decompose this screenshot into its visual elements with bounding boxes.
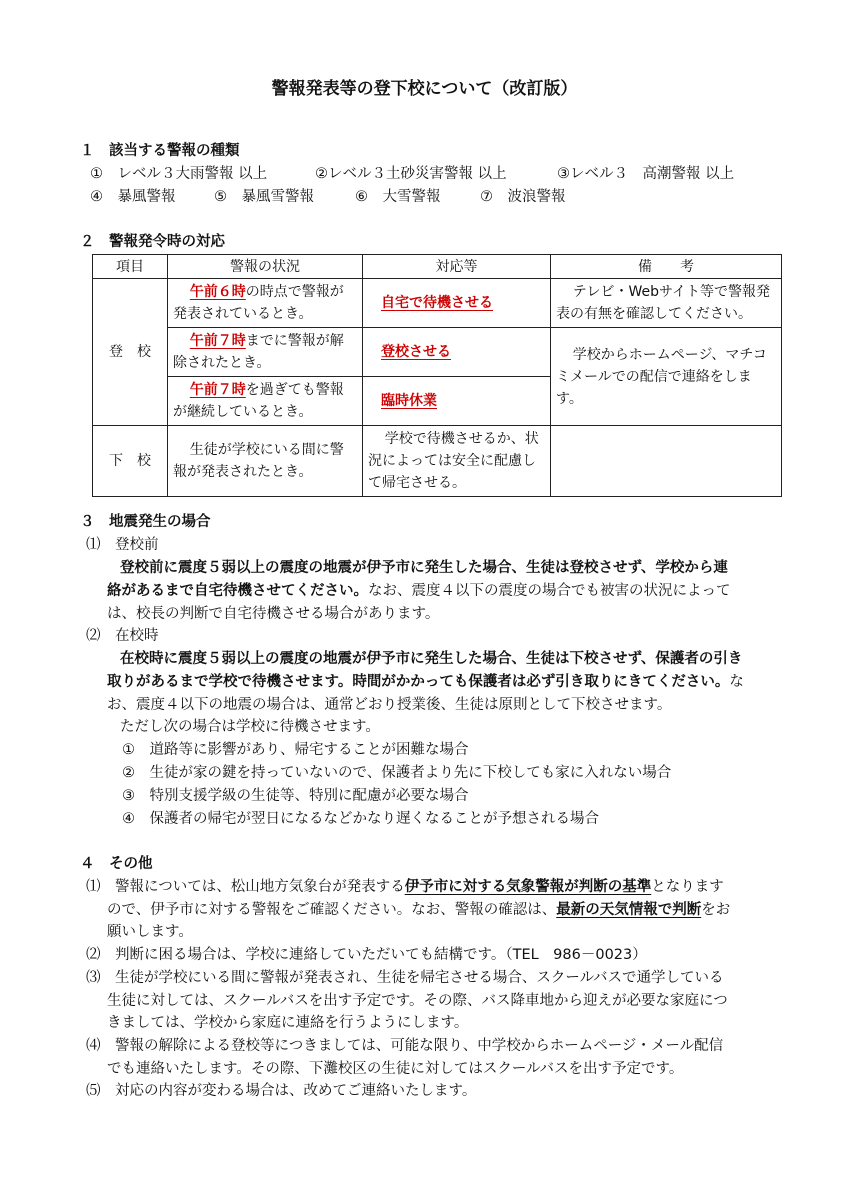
- paragraph-line: 願いします。: [107, 924, 193, 940]
- warning-item: ④ 暴風警報: [90, 189, 176, 205]
- paragraph-line: 絡があるまで自宅待機させてください。なお、震度４以下の震度の場合でも被害の状況によって: [107, 583, 731, 599]
- paragraph-line: ので、伊予市に対する警報をご確認ください。なお、警報の確認は、最新の天気情報で判断をお: [107, 902, 731, 918]
- paragraph-line: 登校前に震度５弱以上の震度の地震が伊予市に発生した場合、生徒は登校させず、学校から連: [120, 560, 728, 576]
- situation-text: までに警報が解除されたとき。: [173, 333, 344, 371]
- time-label: 午前６時: [189, 284, 246, 300]
- paragraph-line: でも連絡いたします。その際、下灘校区の生徒に対してはスクールバスを出す予定です。: [107, 1061, 684, 1077]
- list-item: ② 生徒が家の鍵を持っていないので、保護者より先に下校しても家に入れない場合: [122, 765, 672, 781]
- action-label: 登校させる: [381, 344, 451, 360]
- list-item: ④ 保護者の帰宅が翌日になるなどかなり遅くなることが予想される場合: [122, 811, 599, 827]
- paragraph-line: ⑵ 判断に困る場合は、学校に連絡していただいても結構です。（TEL 986－0023）: [86, 947, 647, 963]
- table-cell-note: [551, 426, 782, 497]
- situation-text: の時点で警報が発表されているとき。: [173, 284, 344, 322]
- paragraph-line: 取りがあるまで学校で待機させます。時間がかかっても保護者は必ず引き取りにきてください。な: [107, 674, 744, 690]
- warning-item: ① レベル３大雨警報 以上: [90, 166, 268, 182]
- warning-item: ⑥ 大雪警報: [355, 189, 441, 205]
- time-label: 午前７時: [189, 382, 246, 398]
- paragraph-line: ⑶ 生徒が学校にいる間に警報が発表され、生徒を帰宅させる場合、スクールバスで通学している: [86, 970, 724, 986]
- list-item: ① 道路等に影響があり、帰宅することが困難な場合: [122, 742, 469, 758]
- action-label: 臨時休業: [381, 393, 437, 409]
- table-header: 対応等: [363, 255, 551, 279]
- list-item: ③ 特別支援学級の生徒等、特別に配慮が必要な場合: [122, 788, 469, 804]
- paragraph-line: きましては、学校から家庭に連絡を行うようにします。: [107, 1015, 469, 1031]
- table-cell-action: [363, 377, 551, 426]
- subsection-label: ⑵ 在校時: [86, 628, 159, 644]
- warning-item: ⑤ 暴風雪警報: [214, 189, 314, 205]
- section-1-heading: １ 該当する警報の種類: [80, 143, 240, 159]
- table-cell-note: 学校からホームページ、マチコミメールでの配信で連絡をします。: [551, 328, 782, 426]
- table-cell-situation: [168, 377, 363, 426]
- table-header: 項目: [93, 255, 168, 279]
- table-cell-action: 学校で待機させるか、状況によっては安全に配慮して帰宅させる。: [363, 426, 551, 497]
- row-label-geko: 下 校: [93, 426, 168, 497]
- paragraph-line: ⑴ 警報については、松山地方気象台が発表する伊予市に対する気象警報が判断の基準となります: [86, 879, 724, 895]
- page-title: 警報発表等の登下校について（改訂版）: [271, 79, 578, 99]
- paragraph-line: ⑸ 対応の内容が変わる場合は、改めてご連絡いたします。: [86, 1083, 477, 1099]
- section-3-heading: ３ 地震発生の場合: [80, 514, 211, 530]
- warning-item: ⑦ 波浪警報: [480, 189, 566, 205]
- table-header: 備 考: [551, 255, 782, 279]
- response-table: [92, 254, 782, 497]
- paragraph-line: お、震度４以下の地震の場合は、通常どおり授業後、生徒は原則として下校させます。: [107, 697, 672, 713]
- paragraph-line: ただし次の場合は学校に待機させます。: [120, 719, 380, 735]
- table-cell-action: [363, 279, 551, 328]
- time-label: 午前７時: [189, 333, 246, 349]
- situation-text: を過ぎても警報が継続しているとき。: [173, 382, 344, 420]
- paragraph-line: ⑷ 警報の解除による登校等につきましては、可能な限り、中学校からホームページ・メール配信: [86, 1038, 724, 1054]
- emphasis-text: 最新の天気情報で判断: [556, 902, 702, 918]
- table-cell-note: テレビ・Webサイト等で警報発表の有無を確認してください。: [551, 279, 782, 328]
- action-label: 自宅で待機させる: [381, 295, 493, 311]
- table-cell-action: [363, 328, 551, 377]
- warning-item: ③レベル３ 高潮警報 以上: [557, 166, 735, 182]
- emphasis-text: 伊予市に対する気象警報が判断の基準: [404, 879, 652, 895]
- section-4-heading: ４ その他: [80, 856, 153, 872]
- table-cell-situation: [168, 328, 363, 377]
- paragraph-line: 在校時に震度５弱以上の震度の地震が伊予市に発生した場合、生徒は下校させず、保護者の引き: [120, 651, 743, 667]
- paragraph-line: 生徒に対しては、スクールバスを出す予定です。その際、バス降車地から迎えが必要な家庭につ: [107, 993, 728, 1009]
- table-cell-situation: 生徒が学校にいる間に警報が発表されたとき。: [168, 426, 363, 497]
- subsection-label: ⑴ 登校前: [86, 537, 159, 553]
- table-header: 警報の状況: [168, 255, 363, 279]
- paragraph-line: は、校長の判断で自宅待機させる場合があります。: [107, 606, 440, 622]
- table-cell-situation: [168, 279, 363, 328]
- warning-item: ②レベル３土砂災害警報 以上: [315, 166, 507, 182]
- row-label-toko: 登 校: [93, 279, 168, 426]
- section-2-heading: ２ 警報発令時の対応: [80, 234, 225, 250]
